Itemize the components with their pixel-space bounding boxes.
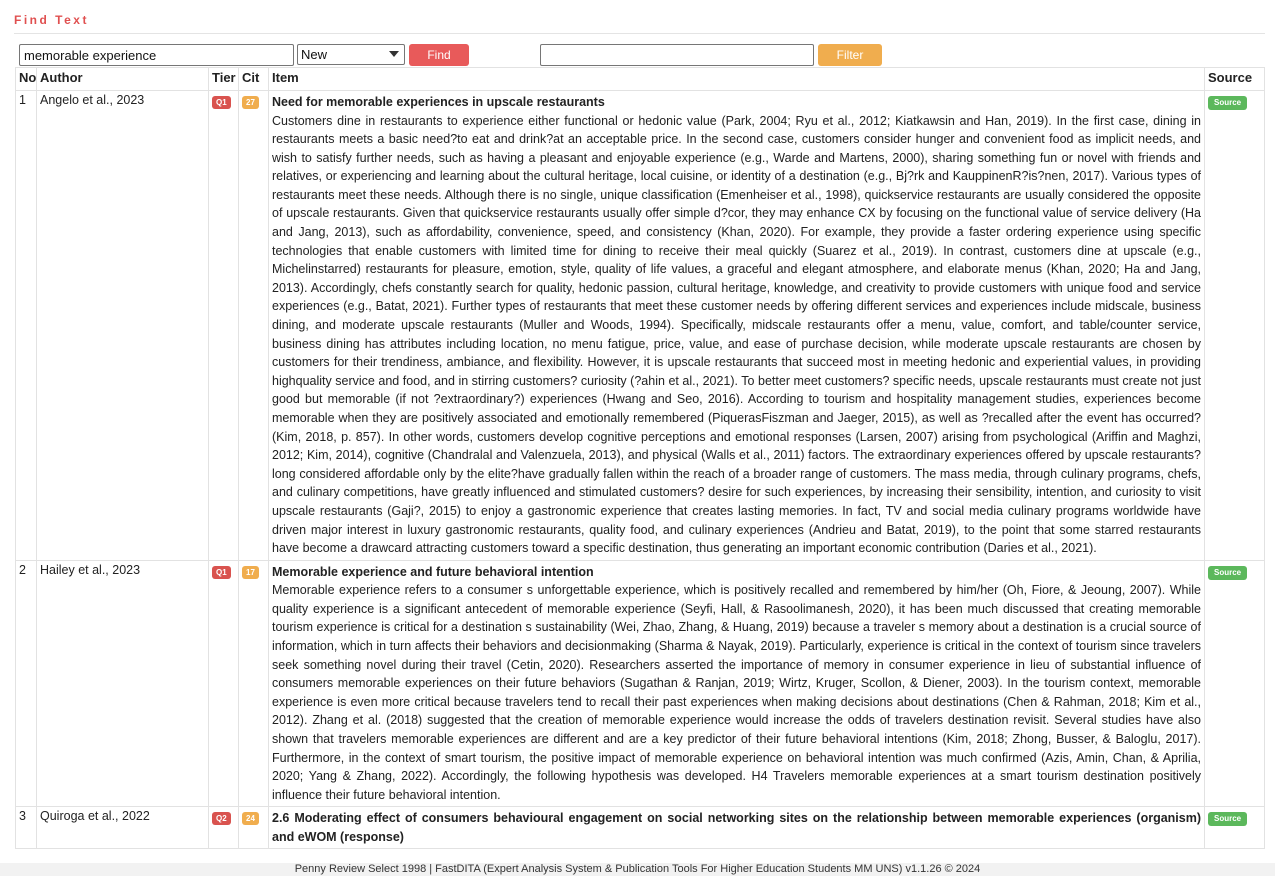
item-title: 2.6 Moderating effect of consumers behavioural engagement on social networking sites on the relationship between memorable experiences (organism) and eWOM (response): [272, 811, 1201, 844]
row-cit-cell: [239, 807, 269, 849]
item-text: Customers dine in restaurants to experience either functional or hedonic value (Park, 2004; Ryu et al., 2012; Kiatkawsin and Han, 2019). In the first case, dining in restaurants meets a basic need?to eat and drink?at an acceptable price. In the second case, customers consider hunger and convenient food as implicit needs, and wish to satisfy further needs, such as having a pleasant and enjoyable experience (e.g., Warde and Martens, 2000), sharing something fun or novel with friends and relatives, or experiencing and learning about the cultural heritage, local cuisine, or identity of a destination (e.g., Bj?rk and KauppinenR?is?nen, 2017). Various types of restaurants meet these needs. Although there is no single, unique classification (Emenheiser et al., 1998), quickservice restaurants are usually considered the opposite of upscale restaurants. Given that quickservice restaurants usually offer simple d?cor, they may enhance CX by focusing on the functional value of service delivery (Ha and Jang, 2013), such as affordability, convenience, speed, and consistency (Khan, 2020). For example, they provide a faster ordering experience using specific technologies that enable customers with limited time for dining to receive their meal quickly (Suarez et al., 2019). In contrast, customers dine at upscale (e.g., Michelinstarred) restaurants for pleasure, emotion, style, quality of life values, a graceful and elegant atmosphere, and elaborate menus (Khan, 2020; Ha and Jang, 2013). Accordingly, chefs constantly search for quality, hedonic passion, cultural heritage, knowledge, and creativity to provide customers with unique food and service experiences (e.g., Batat, 2021). Further types of restaurants that meet these customer needs by offering different services and experiences include midscale, business dining, and moderate upscale restaurants (Muller and Woods, 1994). Specifically, midscale restaurants offer a menu, value, comfort, and table/counter service, business dining has attributes including location, no menu fatigue, price, value, and ease of purchase decision, while moderate upscale restaurants are chosen by customers for their trendiness, ambiance, and flexibility. However, it is upscale restaurants that succeed most in meeting hedonic and experiential values, in providing highquality service and food, and in stirring customers? curiosity (?ahin et al., 2021). To better meet customers? specific needs, upscale restaurants must create not just good but memorable (if not ?extraordinary?) experiences (Hwang and Seo, 2016). According to tourism and hospitality management studies, experiences become memorable when they are positively associated and emotionally remembered (PiquerasFiszman and Jaeger, 2015), as well as ?recalled after the event has occurred? (Kim, 2018, p. 857). In other words, customers develop cognitive perceptions and emotional responses (Larsen, 2007) arising from psychological (Ariffin and Maghzi, 2012; Kim, 2014), cognitive (Chandralal and Valenzuela, 2013), and physical (Walls et al., 2011) factors. The extraordinary experiences offered by upscale restaurants?long considered affordable only by the elite?have gradually fallen within the reach of a broader range of customers. The mass media, through culinary programs, chefs, and culinary competitions, have greatly influenced and stimulated customers? desire for such experiences, by increasing their sensibility, intention, and curiosity to visit upscale restaurants (Gaji?, 2015) to enjoy a gastronomic experience that creates lasting memories. In fact, TV and social media culinary programs worldwide have driven major interest in luxury gastronomic restaurants, quality food, and culinary experiences (Andrieu and Batat, 2019), to the point that some starred restaurants have become a drawcard attracting customers toward a specific destination, thus generating an important economic contribution (Daries et al., 2021).: [272, 113, 1201, 556]
row-source-cell: [1205, 807, 1265, 849]
title-divider: [14, 33, 1265, 34]
table-row: [16, 807, 1265, 849]
search-input[interactable]: [19, 44, 294, 66]
source-button[interactable]: Source: [1208, 812, 1247, 826]
filter-text-button[interactable]: Filter Text: [818, 44, 882, 66]
row-tier-cell: [209, 91, 239, 561]
header-author: Author: [37, 68, 209, 91]
row-tier-cell: [209, 807, 239, 849]
row-number: 1: [16, 91, 37, 561]
header-no: No: [16, 68, 37, 91]
tier-badge: Q1: [212, 566, 231, 579]
row-source-cell: [1205, 560, 1265, 807]
source-button[interactable]: Source: [1208, 96, 1247, 110]
header-source: Source: [1205, 68, 1265, 91]
table-header-row: [16, 68, 1265, 91]
mode-select[interactable]: [297, 44, 405, 65]
row-item: [269, 560, 1205, 807]
item-title: Need for memorable experiences in upscale restaurants: [272, 95, 605, 109]
footer-bar: Penny Review Select 1998 | FastDITA (Expert Analysis System & Publication Tools For Higher Education Students MM UNS) v1.1.26 © 2024: [0, 863, 1275, 876]
row-cit-cell: [239, 91, 269, 561]
table-row: [16, 91, 1265, 561]
header-tier: Tier: [209, 68, 239, 91]
source-button[interactable]: Source: [1208, 566, 1247, 580]
header-cit: Cit: [239, 68, 269, 91]
page-title: Find Text: [14, 13, 89, 27]
row-cit-cell: [239, 560, 269, 807]
row-author: Hailey et al., 2023: [37, 560, 209, 807]
item-title: Memorable experience and future behavioral intention: [272, 564, 594, 579]
table-row: [16, 560, 1265, 807]
citation-badge: 17: [242, 566, 259, 579]
filter-input[interactable]: [540, 44, 814, 66]
tier-badge: Q1: [212, 96, 231, 109]
row-author: Angelo et al., 2023: [37, 91, 209, 561]
mode-select-value: New: [301, 47, 328, 62]
find-text-button[interactable]: Find Text: [409, 44, 469, 66]
chevron-down-icon: [389, 51, 399, 57]
results-table: [15, 67, 1265, 849]
citation-badge: 24: [242, 812, 259, 825]
row-number: 2: [16, 560, 37, 807]
row-source-cell: [1205, 91, 1265, 561]
tier-badge: Q2: [212, 812, 231, 825]
row-author: Quiroga et al., 2022: [37, 807, 209, 849]
row-item: [269, 807, 1205, 849]
row-number: 3: [16, 807, 37, 849]
citation-badge: 27: [242, 96, 259, 109]
row-item: [269, 91, 1205, 561]
header-item: Item: [269, 68, 1205, 91]
item-text: Memorable experience refers to a consumer s unforgettable experience, which is positively recalled and remembered by him/her (Oh, Fiore, & Jeoung, 2007). While quality experience is a significant antecedent of memorable experience (Seyfi, Hall, & Rasoolimanesh, 2020), it has been much discussed that creating memorable tourism experience is critical for a destination s sustainability (Wei, Zhao, Zhang, & Huang, 2019) because a traveler s memory about a destination is a crucial source of information, which in turn affects their behaviors and decisionmaking (Sharma & Nayak, 2019). Particularly, experience is critical in the context of tourism since travelers seek something novel during their travel (Cetin, 2020). Researchers asserted the importance of memory in consumer experience in lieu of substantial influence of consumers memorable experiences on their future behaviors (Sugathan & Ranjan, 2019; Wirtz, Kruger, Scollon, & Diener, 2003). In the tourism context, memorable experience is even more critical because travelers tend to recall their past experiences when making decisions about destinations (Chen & Rahman, 2018; Kim et al., 2012). Zhang et al. (2018) suggested that the creation of memorable experience would increase the odds of travelers destination revisit. Several studies have also shown that travelers memorable experiences are different and are a key predictor of their future behavioral intentions (Kim, 2018; Zhong, Busser, & Baloglu, 2017). Furthermore, in the context of smart tourism, the positive impact of memorable experience on behavioral intention was much confirmed (Azis, Amin, Chan, & Aprilia, 2020; Yang & Zhang, 2022). Accordingly, the following hypothesis was developed. H4 Travelers memorable experiences at a smart tourism destination positively influence their future behavioral intention.: [272, 583, 1201, 802]
row-tier-cell: [209, 560, 239, 807]
